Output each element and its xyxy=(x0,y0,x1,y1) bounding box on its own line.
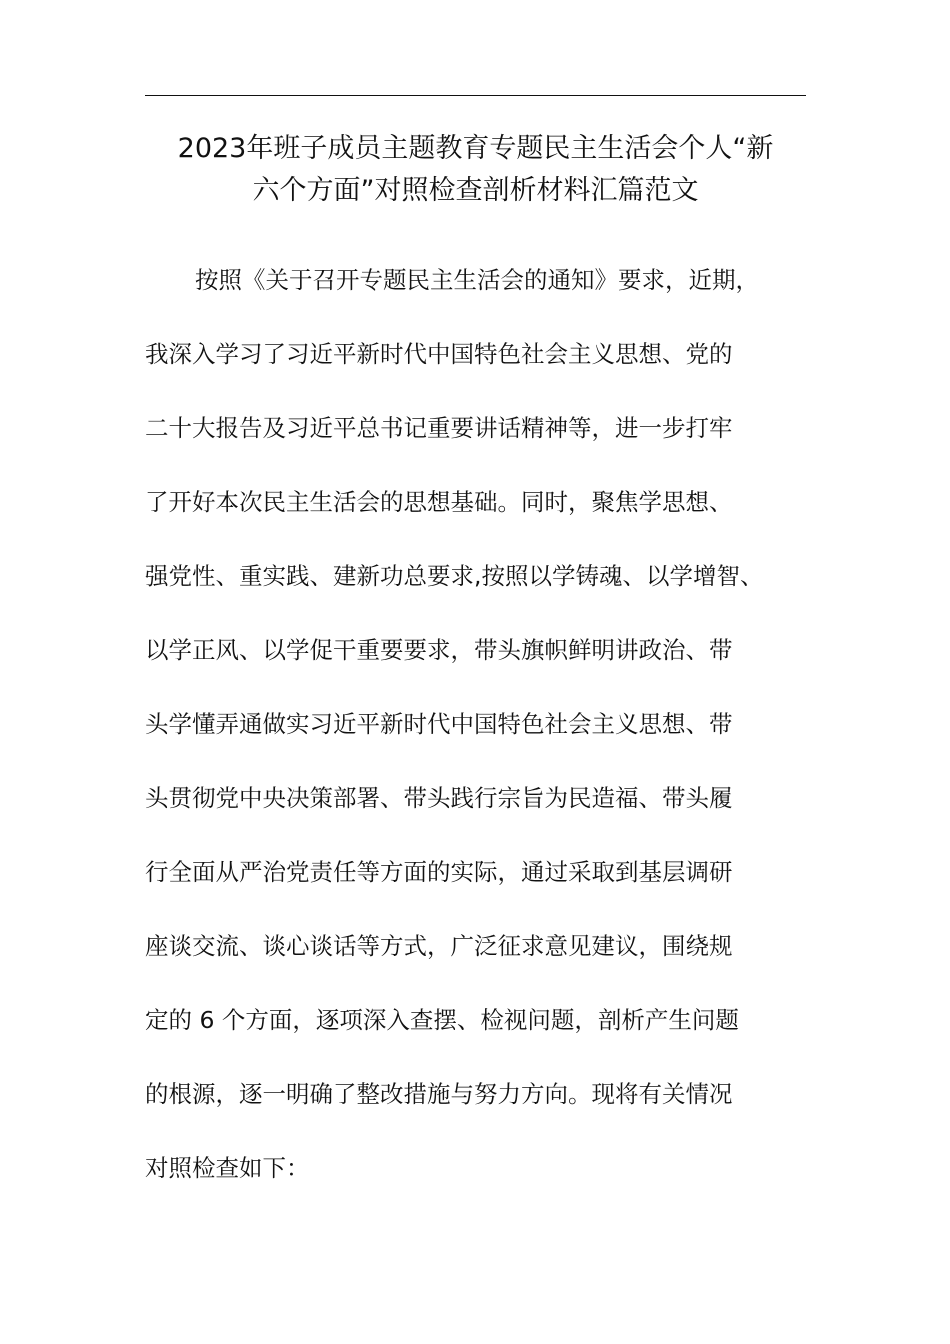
paragraph-line: 头贯彻党中央决策部署、带头践行宗旨为民造福、带头履 xyxy=(145,784,733,812)
body-paragraph xyxy=(145,243,845,1205)
paragraph-line: 按照《关于召开专题民主生活会的通知》要求，近期， xyxy=(195,266,759,294)
paragraph-line: 头学懂弄通做实习近平新时代中国特色社会主义思想、带 xyxy=(145,710,733,738)
document-title xyxy=(145,128,806,212)
paragraph-line: 行全面从严治党责任等方面的实际，通过采取到基层调研 xyxy=(145,858,733,886)
paragraph-line: 二十大报告及习近平总书记重要讲话精神等，进一步打牢 xyxy=(145,414,733,442)
header-rule xyxy=(145,95,806,96)
paragraph-line: 了开好本次民主生活会的思想基础。同时，聚焦学思想、 xyxy=(145,488,733,516)
paragraph-line: 定的 6 个方面，逐项深入查摆、检视问题，剖析产生问题 xyxy=(145,1006,739,1034)
paragraph-line: 座谈交流、谈心谈话等方式，广泛征求意见建议，围绕规 xyxy=(145,932,733,960)
paragraph-line: 对照检查如下： xyxy=(145,1154,310,1182)
paragraph-line: 的根源，逐一明确了整改措施与努力方向。现将有关情况 xyxy=(145,1080,733,1108)
title-line: 2023年班子成员主题教育专题民主生活会个人“新 xyxy=(177,133,774,164)
title-line: 六个方面”对照检查剖析材料汇篇范文 xyxy=(252,175,699,206)
paragraph-line: 强党性、重实践、建新功总要求,按照以学铸魂、以学增智、 xyxy=(145,562,764,590)
paragraph-line: 我深入学习了习近平新时代中国特色社会主义思想、党的 xyxy=(145,340,733,368)
paragraph-line: 以学正风、以学促干重要要求，带头旗帜鲜明讲政治、带 xyxy=(145,636,733,664)
